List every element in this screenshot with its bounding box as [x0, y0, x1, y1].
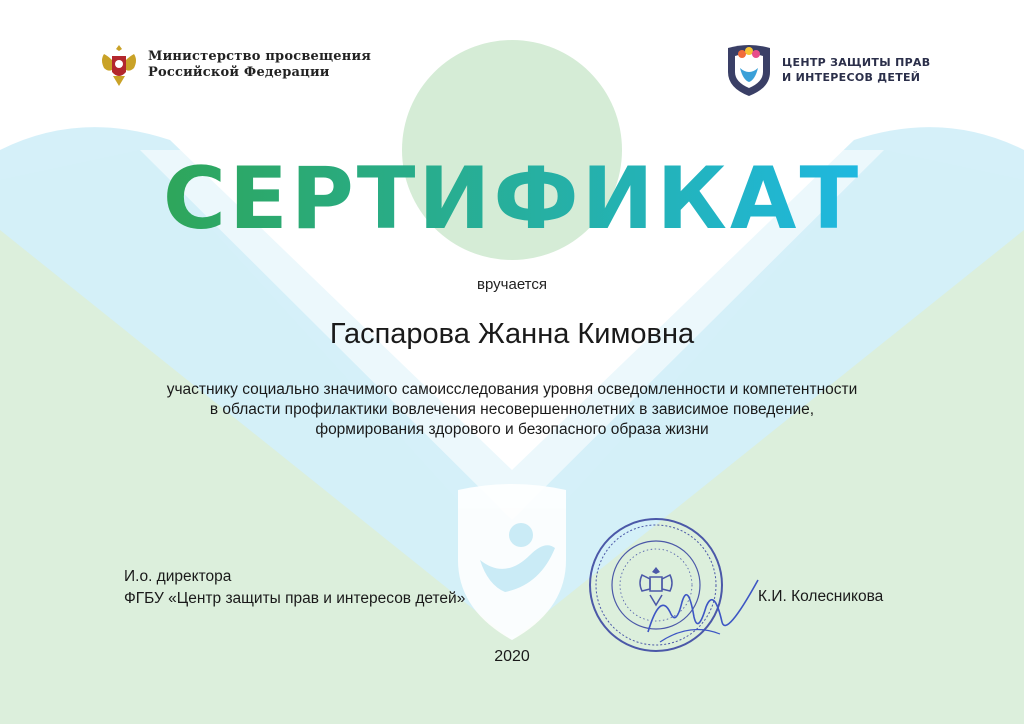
- ministry-name: [148, 49, 371, 81]
- signer-role-line1: И.о. директора: [124, 568, 232, 585]
- coat-of-arms-icon: [98, 42, 140, 88]
- ministry-name-line2: Российской Федерации: [148, 65, 330, 80]
- description-line: формирования здорового и безопасного образа жизни: [315, 421, 709, 438]
- recipient-name: Гаспарова Жанна Кимовна: [329, 318, 695, 350]
- signer-role-line2: ФГБУ «Центр защиты прав и интересов детей»: [124, 590, 466, 607]
- child-rights-center-name: [782, 55, 930, 85]
- child-rights-center-header: [722, 42, 930, 98]
- ministry-name-line1: Министерство просвещения: [148, 49, 372, 64]
- award-description: [60, 380, 964, 440]
- awarded-label: вручается: [477, 276, 547, 293]
- signer-name: К.И. Колесникова: [758, 588, 884, 605]
- certificate-title-art: [162, 150, 862, 250]
- description-line: участнику социально значимого самоисследования уровня осведомленности и компетентности: [166, 381, 858, 398]
- handwritten-signature: [640, 572, 760, 650]
- ministry-header: [98, 42, 371, 88]
- certificate-title: [0, 150, 1024, 250]
- certificate-title-text: СЕРТИФИКАТ: [162, 150, 862, 249]
- center-name-line1: ЦЕНТР ЗАЩИТЫ ПРАВ: [782, 56, 931, 69]
- center-name-line2: И ИНТЕРЕСОВ ДЕТЕЙ: [782, 71, 921, 84]
- child-rights-center-logo-icon: [722, 42, 776, 98]
- signer-role: [124, 566, 465, 610]
- description-line: в области профилактики вовлечения несовершеннолетних в зависимое поведение,: [209, 401, 815, 418]
- certificate-year: 2020: [494, 648, 530, 665]
